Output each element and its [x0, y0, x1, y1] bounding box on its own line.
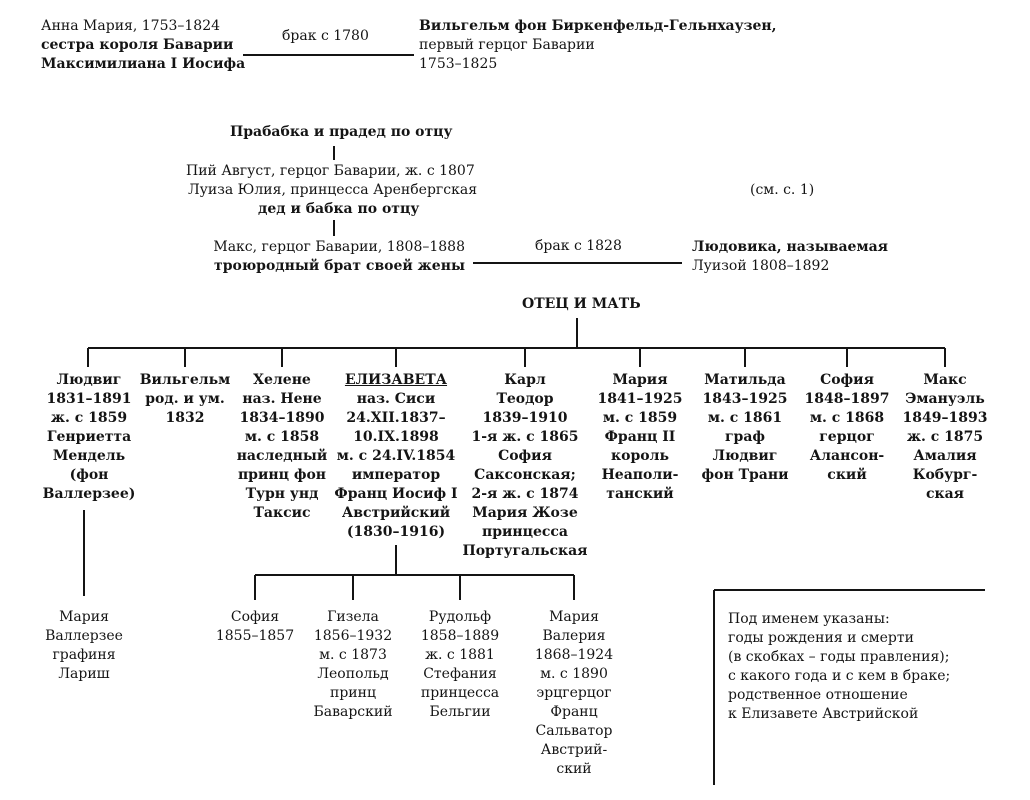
- person-line: эрцгерцог: [536, 685, 612, 701]
- child-line: граф: [724, 429, 766, 445]
- person-line: 1858–1889: [420, 628, 500, 644]
- person-line: Мария: [59, 609, 109, 625]
- child-line: 1-я ж. с 1865: [471, 429, 579, 445]
- child-sophie: [797, 371, 897, 485]
- legend-line: к Елизавете Австрийской: [728, 706, 919, 722]
- child-karl-theodor: [460, 371, 590, 561]
- child-line: Матильда: [704, 372, 786, 388]
- person-line: Сальватор: [535, 723, 613, 739]
- person-line: ский: [556, 761, 592, 777]
- child-line: 1832: [165, 410, 205, 426]
- person-line: Гизела: [327, 609, 379, 625]
- child-line: Эмануэль: [905, 391, 985, 407]
- anna-maria-name: Анна Мария, 1753–1824: [41, 18, 221, 34]
- person-line: м. с 1873: [319, 647, 387, 663]
- wilhelm-name: Вильгельм фон Биркенфельд-Гельнхаузен,: [419, 18, 777, 34]
- wilhelm-title: первый герцог Баварии: [419, 37, 595, 53]
- legend-line: с какого года и с кем в браке;: [728, 668, 951, 684]
- pius-august: Пий Август, герцог Баварии, ж. с 1807: [186, 163, 475, 179]
- person-line: принцесса: [420, 685, 500, 701]
- child-line: Мария Жозе: [472, 505, 578, 521]
- child-ludwig: [34, 371, 144, 504]
- child-line: 1831–1891: [46, 391, 132, 407]
- person-line: 1855–1857: [215, 628, 295, 644]
- child-line: танский: [606, 486, 674, 502]
- child-line: София: [498, 448, 552, 464]
- child-line: Людвиг: [712, 448, 778, 464]
- person-line: принц: [330, 685, 376, 701]
- child-line: ж. с 1875: [906, 429, 984, 445]
- max-duke-name: Макс, герцог Баварии, 1808–1888: [213, 239, 465, 255]
- ludovika-name: Людовика, называемая: [692, 239, 889, 255]
- child-max-emanuel: [895, 371, 995, 504]
- child-line: Таксис: [253, 505, 311, 521]
- person-line: Стефания: [423, 666, 497, 682]
- child-elisabeth: [331, 371, 461, 542]
- child-line: Франц II: [604, 429, 676, 445]
- marriage-label-1828: брак с 1828: [535, 238, 622, 254]
- person-line: Леопольд: [317, 666, 389, 682]
- child-line: 1849–1893: [902, 410, 988, 426]
- person-line: София: [230, 609, 280, 625]
- elisabeth-name: ЕЛИЗАВЕТА: [344, 372, 448, 388]
- child-line: м. с 1859: [602, 410, 678, 426]
- person-line: 1868–1924: [534, 647, 614, 663]
- ludovika-info: [692, 238, 888, 276]
- child-line: Карл: [504, 372, 546, 388]
- child-line: Саксонская;: [474, 467, 576, 483]
- child-line: 1841–1925: [597, 391, 683, 407]
- legend-note: [728, 610, 950, 724]
- person-line: Баварский: [313, 704, 393, 720]
- max-duke-relation: троюродный брат своей жены: [214, 258, 465, 274]
- child-line: (фон: [69, 467, 109, 483]
- child-line: ская: [925, 486, 965, 502]
- ludovika-years: Луизой 1808–1892: [692, 258, 830, 274]
- child-line: 1843–1925: [702, 391, 788, 407]
- child-mathilde: [693, 371, 797, 485]
- ludwig-daughter-maria: [29, 608, 139, 684]
- marriage-label-1780: брак с 1780: [282, 28, 369, 44]
- child-line: род. и ум.: [145, 391, 225, 407]
- child-line: Валлерзее): [42, 486, 136, 502]
- child-line: принц фон: [237, 467, 327, 483]
- person-line: Рудольф: [428, 609, 492, 625]
- child-line: м. с 24.IV.1854: [336, 448, 456, 464]
- child-line: Неаполи-: [601, 467, 679, 483]
- child-line: м. с 1858: [244, 429, 320, 445]
- child-line: наз. Сиси: [356, 391, 436, 407]
- child-helene: [232, 371, 332, 523]
- child-line: Алансон-: [809, 448, 885, 464]
- grandchild-sofia: [200, 608, 310, 646]
- wilhelm-info: [419, 17, 777, 74]
- child-line: Теодор: [496, 391, 554, 407]
- child-line: Мария: [612, 372, 668, 388]
- great-grandparents-heading: Прабабка и прадед по отцу: [230, 124, 453, 140]
- child-line: Кобург-: [912, 467, 978, 483]
- child-line: Генриетта: [46, 429, 132, 445]
- child-line: ж. с 1859: [50, 410, 128, 426]
- child-line: м. с 1861: [707, 410, 783, 426]
- person-line: м. с 1890: [540, 666, 608, 682]
- child-line: принцесса: [481, 524, 569, 540]
- child-line: император: [351, 467, 441, 483]
- legend-line: родственное отношение: [728, 687, 908, 703]
- child-line: Португальская: [462, 543, 588, 559]
- person-line: Лариш: [58, 666, 110, 682]
- person-line: графиня: [52, 647, 116, 663]
- person-line: Мария: [549, 609, 599, 625]
- child-line: Вильгельм: [139, 372, 231, 388]
- child-line: Макс: [923, 372, 967, 388]
- child-maria: [590, 371, 690, 504]
- child-line: Людвиг: [56, 372, 122, 388]
- legend-line: (в скобках – годы правления);: [728, 649, 950, 665]
- louise-julia: Луиза Юлия, принцесса Аренбергская: [188, 182, 478, 198]
- max-duke-info: [160, 238, 465, 276]
- parents-heading: ОТЕЦ И МАТЬ: [522, 296, 641, 312]
- child-line: 10.IX.1898: [353, 429, 439, 445]
- anna-maria-relation: сестра короля Баварии: [41, 37, 234, 53]
- child-line: король: [611, 448, 669, 464]
- anna-maria-info: [41, 17, 245, 74]
- person-line: 1856–1932: [313, 628, 393, 644]
- person-line: Австрий-: [540, 742, 608, 758]
- child-line: София: [820, 372, 874, 388]
- person-line: Валлерзее: [45, 628, 123, 644]
- child-line: Франц Иосиф I: [334, 486, 458, 502]
- child-line: 1834–1890: [239, 410, 325, 426]
- child-line: 2-я ж. с 1874: [471, 486, 579, 502]
- child-line: 24.XII.1837–: [346, 410, 446, 426]
- child-line: Турн унд: [245, 486, 319, 502]
- child-wilhelm: [135, 371, 235, 428]
- person-line: Бельгии: [429, 704, 491, 720]
- child-line: фон Трани: [701, 467, 789, 483]
- grandchild-rudolf: [405, 608, 515, 722]
- see-page-note: (см. с. 1): [750, 182, 815, 198]
- grandchild-maria-valeria: [519, 608, 629, 779]
- child-line: (1830–1916): [346, 524, 446, 540]
- grandchild-gisela: [298, 608, 408, 722]
- child-line: ский: [827, 467, 867, 483]
- person-line: Валерия: [542, 628, 606, 644]
- child-line: герцог: [819, 429, 875, 445]
- person-line: Франц: [550, 704, 598, 720]
- child-line: Хелене: [253, 372, 311, 388]
- child-line: 1839–1910: [482, 410, 568, 426]
- person-line: ж. с 1881: [425, 647, 495, 663]
- child-line: наз. Нене: [242, 391, 322, 407]
- grandparents-heading: дед и бабка по отцу: [258, 201, 420, 217]
- child-line: м. с 1868: [809, 410, 885, 426]
- child-line: Амалия: [913, 448, 977, 464]
- child-line: Австрийский: [341, 505, 451, 521]
- child-line: Мендель: [52, 448, 126, 464]
- anna-maria-relation-2: Максимилиана I Иосифа: [41, 56, 246, 72]
- child-line: 1848–1897: [804, 391, 890, 407]
- legend-line: годы рождения и смерти: [728, 630, 914, 646]
- child-line: наследный: [236, 448, 328, 464]
- legend-line: Под именем указаны:: [728, 611, 890, 627]
- wilhelm-years: 1753–1825: [419, 56, 498, 72]
